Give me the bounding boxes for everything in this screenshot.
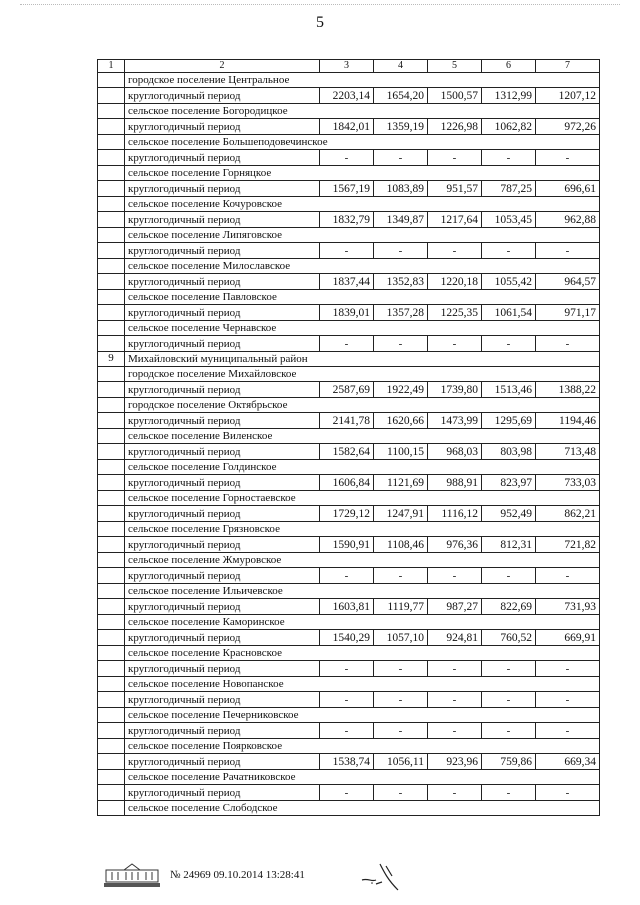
tariff-value-cell: 787,25 bbox=[482, 181, 536, 197]
table-row-settlement bbox=[98, 553, 600, 568]
tariff-value-cell: 976,36 bbox=[428, 537, 482, 553]
table-row-period bbox=[98, 305, 600, 321]
tariff-value-cell: 952,49 bbox=[482, 506, 536, 522]
tariff-value-cell: 1603,81 bbox=[320, 599, 374, 615]
period-label-cell: круглогодичный период bbox=[125, 212, 320, 228]
tariff-value-cell: 1055,42 bbox=[482, 274, 536, 290]
settlement-name-cell: сельское поселение Жмуровское bbox=[125, 553, 600, 568]
row-number-cell bbox=[98, 197, 125, 212]
table-row-settlement bbox=[98, 290, 600, 305]
tariff-value-cell: - bbox=[320, 150, 374, 166]
row-number-cell bbox=[98, 336, 125, 352]
settlement-name-cell: сельское поселение Красновское bbox=[125, 646, 600, 661]
tariff-value-cell: 1100,15 bbox=[374, 444, 428, 460]
column-number-header: 2 bbox=[125, 60, 320, 73]
tariff-value-cell: - bbox=[428, 661, 482, 677]
period-label-cell: круглогодичный период bbox=[125, 150, 320, 166]
settlement-name-cell: сельское поселение Новопанское bbox=[125, 677, 600, 692]
row-number-cell bbox=[98, 382, 125, 398]
row-number-cell bbox=[98, 522, 125, 537]
table-row-period bbox=[98, 537, 600, 553]
registration-stamp-text: № 24969 09.10.2014 13:28:41 bbox=[170, 869, 305, 881]
table-row-settlement bbox=[98, 708, 600, 723]
period-label-cell: круглогодичный период bbox=[125, 305, 320, 321]
tariff-value-cell: - bbox=[374, 568, 428, 584]
tariff-value-cell: 2587,69 bbox=[320, 382, 374, 398]
row-number-cell: 9 bbox=[98, 352, 125, 367]
settlement-name-cell: сельское поселение Слободское bbox=[125, 801, 600, 816]
row-number-cell bbox=[98, 259, 125, 274]
table-row-settlement bbox=[98, 104, 600, 119]
row-number-cell bbox=[98, 181, 125, 197]
settlement-name-cell: сельское поселение Чернавское bbox=[125, 321, 600, 336]
row-number-cell bbox=[98, 568, 125, 584]
tariff-value-cell: - bbox=[320, 785, 374, 801]
table-row-settlement bbox=[98, 646, 600, 661]
tariff-value-cell: 1538,74 bbox=[320, 754, 374, 770]
table-row-period bbox=[98, 661, 600, 677]
tariff-value-cell: 1388,22 bbox=[536, 382, 600, 398]
row-number-cell bbox=[98, 723, 125, 739]
row-number-cell bbox=[98, 506, 125, 522]
settlement-name-cell: сельское поселение Горняцкое bbox=[125, 166, 600, 181]
table-row-period bbox=[98, 413, 600, 429]
settlement-name-cell: сельское поселение Виленское bbox=[125, 429, 600, 444]
tariff-value-cell: 823,97 bbox=[482, 475, 536, 491]
tariff-value-cell: 1357,28 bbox=[374, 305, 428, 321]
tariff-value-cell: 760,52 bbox=[482, 630, 536, 646]
row-number-cell bbox=[98, 475, 125, 491]
table-row-settlement bbox=[98, 429, 600, 444]
tariff-value-cell: 1194,46 bbox=[536, 413, 600, 429]
tariff-value-cell: - bbox=[536, 150, 600, 166]
handwritten-signature bbox=[358, 858, 408, 894]
settlement-name-cell: сельское поселение Рачатниковское bbox=[125, 770, 600, 785]
table-row-period bbox=[98, 444, 600, 460]
table-row-period bbox=[98, 382, 600, 398]
tariff-value-cell: 1842,01 bbox=[320, 119, 374, 135]
row-number-cell bbox=[98, 584, 125, 599]
period-label-cell: круглогодичный период bbox=[125, 723, 320, 739]
tariff-value-cell: 713,48 bbox=[536, 444, 600, 460]
tariff-value-cell: 822,69 bbox=[482, 599, 536, 615]
tariff-value-cell: 1119,77 bbox=[374, 599, 428, 615]
settlement-name-cell: городское поселение Центральное bbox=[125, 73, 600, 88]
tariff-value-cell: 1226,98 bbox=[428, 119, 482, 135]
row-number-cell bbox=[98, 444, 125, 460]
column-number-header: 7 bbox=[536, 60, 600, 73]
tariff-value-cell: - bbox=[482, 723, 536, 739]
row-number-cell bbox=[98, 104, 125, 119]
column-number-header: 1 bbox=[98, 60, 125, 73]
table-row-settlement bbox=[98, 228, 600, 243]
tariff-value-cell: - bbox=[428, 568, 482, 584]
tariff-value-cell: 803,98 bbox=[482, 444, 536, 460]
row-number-cell bbox=[98, 739, 125, 754]
tariff-value-cell: - bbox=[428, 150, 482, 166]
row-number-cell bbox=[98, 398, 125, 413]
row-number-cell bbox=[98, 692, 125, 708]
tariff-value-cell: 1352,83 bbox=[374, 274, 428, 290]
page-number: 5 bbox=[316, 14, 324, 31]
tariff-value-cell: 1116,12 bbox=[428, 506, 482, 522]
tariff-value-cell: - bbox=[482, 692, 536, 708]
tariff-value-cell: - bbox=[428, 243, 482, 259]
row-number-cell bbox=[98, 166, 125, 181]
table-row-period bbox=[98, 599, 600, 615]
tariff-value-cell: - bbox=[536, 336, 600, 352]
period-label-cell: круглогодичный период bbox=[125, 661, 320, 677]
tariff-value-cell: 759,86 bbox=[482, 754, 536, 770]
table-row-settlement bbox=[98, 259, 600, 274]
settlement-name-cell: сельское поселение Горностаевское bbox=[125, 491, 600, 506]
tariff-value-cell: 987,27 bbox=[428, 599, 482, 615]
row-number-cell bbox=[98, 429, 125, 444]
tariff-value-cell: - bbox=[536, 723, 600, 739]
table-row-period bbox=[98, 723, 600, 739]
settlement-name-cell: сельское поселение Павловское bbox=[125, 290, 600, 305]
tariff-value-cell: 1349,87 bbox=[374, 212, 428, 228]
tariff-value-cell: - bbox=[536, 661, 600, 677]
tariff-value-cell: 1217,64 bbox=[428, 212, 482, 228]
table-row-settlement bbox=[98, 398, 600, 413]
tariff-value-cell: 812,31 bbox=[482, 537, 536, 553]
tariff-value-cell: - bbox=[320, 692, 374, 708]
tariff-value-cell: 968,03 bbox=[428, 444, 482, 460]
tariff-value-cell: 1220,18 bbox=[428, 274, 482, 290]
tariff-value-cell: - bbox=[320, 243, 374, 259]
tariff-value-cell: 1606,84 bbox=[320, 475, 374, 491]
tariff-value-cell: 1247,91 bbox=[374, 506, 428, 522]
tariff-value-cell: 1839,01 bbox=[320, 305, 374, 321]
row-number-cell bbox=[98, 708, 125, 723]
table-row-settlement bbox=[98, 770, 600, 785]
period-label-cell: круглогодичный период bbox=[125, 274, 320, 290]
tariff-value-cell: - bbox=[536, 692, 600, 708]
tariff-value-cell: 1567,19 bbox=[320, 181, 374, 197]
table-row-settlement bbox=[98, 677, 600, 692]
tariff-value-cell: 972,26 bbox=[536, 119, 600, 135]
tariff-value-cell: 1061,54 bbox=[482, 305, 536, 321]
tariff-value-cell: 1121,69 bbox=[374, 475, 428, 491]
settlement-name-cell: городское поселение Октябрьское bbox=[125, 398, 600, 413]
tariff-value-cell: - bbox=[374, 661, 428, 677]
tariff-value-cell: - bbox=[320, 568, 374, 584]
tariff-value-cell: 1540,29 bbox=[320, 630, 374, 646]
tariff-value-cell: 731,93 bbox=[536, 599, 600, 615]
tariff-value-cell: - bbox=[482, 785, 536, 801]
table-row-period bbox=[98, 336, 600, 352]
settlement-name-cell: сельское поселение Голдинское bbox=[125, 460, 600, 475]
tariff-value-cell: 988,91 bbox=[428, 475, 482, 491]
tariff-value-cell: 1225,35 bbox=[428, 305, 482, 321]
period-label-cell: круглогодичный период bbox=[125, 243, 320, 259]
tariff-value-cell: - bbox=[536, 243, 600, 259]
row-number-cell bbox=[98, 615, 125, 630]
tariff-value-cell: 733,03 bbox=[536, 475, 600, 491]
table-row-period bbox=[98, 692, 600, 708]
row-number-cell bbox=[98, 119, 125, 135]
row-number-cell bbox=[98, 754, 125, 770]
table-row-period bbox=[98, 150, 600, 166]
tariff-value-cell: 1837,44 bbox=[320, 274, 374, 290]
row-number-cell bbox=[98, 460, 125, 475]
period-label-cell: круглогодичный период bbox=[125, 692, 320, 708]
table-row-settlement bbox=[98, 166, 600, 181]
period-label-cell: круглогодичный период bbox=[125, 537, 320, 553]
tariff-value-cell: 1922,49 bbox=[374, 382, 428, 398]
period-label-cell: круглогодичный период bbox=[125, 630, 320, 646]
table-row-settlement bbox=[98, 491, 600, 506]
tariff-value-cell: 962,88 bbox=[536, 212, 600, 228]
tariff-value-cell: - bbox=[374, 150, 428, 166]
tariff-value-cell: - bbox=[428, 785, 482, 801]
tariff-value-cell: - bbox=[482, 150, 536, 166]
tariff-value-cell: - bbox=[536, 568, 600, 584]
tariff-value-cell: 951,57 bbox=[428, 181, 482, 197]
tariff-value-cell: 1312,99 bbox=[482, 88, 536, 104]
table-row-settlement bbox=[98, 73, 600, 88]
period-label-cell: круглогодичный период bbox=[125, 336, 320, 352]
tariff-value-cell: 1207,12 bbox=[536, 88, 600, 104]
row-number-cell bbox=[98, 321, 125, 336]
row-number-cell bbox=[98, 677, 125, 692]
table-row-period bbox=[98, 119, 600, 135]
row-number-cell bbox=[98, 212, 125, 228]
table-row-period bbox=[98, 243, 600, 259]
table-row-settlement bbox=[98, 615, 600, 630]
row-number-cell bbox=[98, 150, 125, 166]
tariff-value-cell: 1056,11 bbox=[374, 754, 428, 770]
tariff-value-cell: 862,21 bbox=[536, 506, 600, 522]
row-number-cell bbox=[98, 553, 125, 568]
table-row-period bbox=[98, 88, 600, 104]
tariff-value-cell: 669,34 bbox=[536, 754, 600, 770]
tariff-value-cell: 721,82 bbox=[536, 537, 600, 553]
tariff-value-cell: 1654,20 bbox=[374, 88, 428, 104]
period-label-cell: круглогодичный период bbox=[125, 181, 320, 197]
settlement-name-cell: сельское поселение Кочуровское bbox=[125, 197, 600, 212]
tariff-value-cell: - bbox=[536, 785, 600, 801]
table-row-period bbox=[98, 475, 600, 491]
tariff-value-cell: 1083,89 bbox=[374, 181, 428, 197]
settlement-name-cell: городское поселение Михайловское bbox=[125, 367, 600, 382]
row-number-cell bbox=[98, 367, 125, 382]
table-row-period bbox=[98, 212, 600, 228]
table-row-period bbox=[98, 181, 600, 197]
period-label-cell: круглогодичный период bbox=[125, 382, 320, 398]
table-row-settlement bbox=[98, 352, 600, 367]
tariff-value-cell: 1500,57 bbox=[428, 88, 482, 104]
row-number-cell bbox=[98, 88, 125, 104]
settlement-name-cell: сельское поселение Липяговское bbox=[125, 228, 600, 243]
scan-edge-dots bbox=[20, 4, 620, 7]
period-label-cell: круглогодичный период bbox=[125, 475, 320, 491]
column-number-header: 5 bbox=[428, 60, 482, 73]
table-row-period bbox=[98, 754, 600, 770]
tariff-value-cell: 1590,91 bbox=[320, 537, 374, 553]
tariff-value-cell: - bbox=[374, 243, 428, 259]
table-row-period bbox=[98, 785, 600, 801]
settlement-name-cell: сельское поселение Поярковское bbox=[125, 739, 600, 754]
settlement-name-cell: сельское поселение Грязновское bbox=[125, 522, 600, 537]
tariff-value-cell: 1359,19 bbox=[374, 119, 428, 135]
table-row-settlement bbox=[98, 197, 600, 212]
period-label-cell: круглогодичный период bbox=[125, 88, 320, 104]
settlement-name-cell: сельское поселение Богородицкое bbox=[125, 104, 600, 119]
tariff-value-cell: 1062,82 bbox=[482, 119, 536, 135]
settlement-name-cell: сельское поселение Печерниковское bbox=[125, 708, 600, 723]
row-number-cell bbox=[98, 274, 125, 290]
period-label-cell: круглогодичный период bbox=[125, 413, 320, 429]
settlement-name-cell: сельское поселение Большеподовечинское bbox=[125, 135, 600, 150]
period-label-cell: круглогодичный период bbox=[125, 119, 320, 135]
tariff-value-cell: 1473,99 bbox=[428, 413, 482, 429]
row-number-cell bbox=[98, 646, 125, 661]
tariff-value-cell: 964,57 bbox=[536, 274, 600, 290]
tariff-value-cell: 2141,78 bbox=[320, 413, 374, 429]
table-row-period bbox=[98, 274, 600, 290]
tariff-value-cell: - bbox=[374, 785, 428, 801]
row-number-cell bbox=[98, 228, 125, 243]
tariff-value-cell: 2203,14 bbox=[320, 88, 374, 104]
period-label-cell: круглогодичный период bbox=[125, 444, 320, 460]
period-label-cell: круглогодичный период bbox=[125, 754, 320, 770]
table-row-settlement bbox=[98, 460, 600, 475]
tariff-value-cell: - bbox=[320, 661, 374, 677]
table-row-settlement bbox=[98, 367, 600, 382]
tariff-value-cell: 1739,80 bbox=[428, 382, 482, 398]
tariff-table bbox=[97, 59, 600, 816]
row-number-cell bbox=[98, 243, 125, 259]
tariff-value-cell: 1513,46 bbox=[482, 382, 536, 398]
table-row-settlement bbox=[98, 584, 600, 599]
tariff-value-cell: - bbox=[482, 336, 536, 352]
tariff-value-cell: - bbox=[482, 243, 536, 259]
tariff-value-cell: 1582,64 bbox=[320, 444, 374, 460]
table-row-settlement bbox=[98, 135, 600, 150]
row-number-cell bbox=[98, 801, 125, 816]
tariff-value-cell: 924,81 bbox=[428, 630, 482, 646]
row-number-cell bbox=[98, 290, 125, 305]
tariff-value-cell: 923,96 bbox=[428, 754, 482, 770]
settlement-name-cell: Михайловский муниципальный район bbox=[125, 352, 600, 367]
period-label-cell: круглогодичный период bbox=[125, 599, 320, 615]
period-label-cell: круглогодичный период bbox=[125, 785, 320, 801]
tariff-value-cell: - bbox=[320, 723, 374, 739]
table-row-settlement bbox=[98, 321, 600, 336]
row-number-cell bbox=[98, 135, 125, 150]
table-row-period bbox=[98, 630, 600, 646]
row-number-cell bbox=[98, 305, 125, 321]
column-number-header: 3 bbox=[320, 60, 374, 73]
row-number-cell bbox=[98, 537, 125, 553]
tariff-value-cell: 696,61 bbox=[536, 181, 600, 197]
building-logo-icon bbox=[102, 862, 162, 888]
row-number-cell bbox=[98, 785, 125, 801]
row-number-cell bbox=[98, 599, 125, 615]
tariff-value-cell: - bbox=[428, 692, 482, 708]
period-label-cell: круглогодичный период bbox=[125, 568, 320, 584]
tariff-value-cell: 1295,69 bbox=[482, 413, 536, 429]
column-number-header: 6 bbox=[482, 60, 536, 73]
table-row-period bbox=[98, 506, 600, 522]
tariff-value-cell: 1620,66 bbox=[374, 413, 428, 429]
row-number-cell bbox=[98, 413, 125, 429]
tariff-value-cell: 669,91 bbox=[536, 630, 600, 646]
row-number-cell bbox=[98, 73, 125, 88]
row-number-cell bbox=[98, 770, 125, 785]
row-number-cell bbox=[98, 661, 125, 677]
table-row-settlement bbox=[98, 801, 600, 816]
tariff-value-cell: - bbox=[482, 568, 536, 584]
table-header-row bbox=[98, 60, 600, 73]
row-number-cell bbox=[98, 630, 125, 646]
settlement-name-cell: сельское поселение Ильичевское bbox=[125, 584, 600, 599]
tariff-value-cell: 1729,12 bbox=[320, 506, 374, 522]
settlement-name-cell: сельское поселение Каморинское bbox=[125, 615, 600, 630]
tariff-value-cell: 1053,45 bbox=[482, 212, 536, 228]
tariff-value-cell: - bbox=[482, 661, 536, 677]
tariff-value-cell: 1832,79 bbox=[320, 212, 374, 228]
settlement-name-cell: сельское поселение Милославское bbox=[125, 259, 600, 274]
tariff-value-cell: - bbox=[374, 336, 428, 352]
table-row-settlement bbox=[98, 739, 600, 754]
table-row-settlement bbox=[98, 522, 600, 537]
tariff-value-cell: - bbox=[428, 723, 482, 739]
tariff-value-cell: 1057,10 bbox=[374, 630, 428, 646]
row-number-cell bbox=[98, 491, 125, 506]
tariff-value-cell: - bbox=[374, 692, 428, 708]
column-number-header: 4 bbox=[374, 60, 428, 73]
period-label-cell: круглогодичный период bbox=[125, 506, 320, 522]
tariff-value-cell: - bbox=[320, 336, 374, 352]
table-row-period bbox=[98, 568, 600, 584]
tariff-value-cell: 1108,46 bbox=[374, 537, 428, 553]
tariff-value-cell: 971,17 bbox=[536, 305, 600, 321]
tariff-value-cell: - bbox=[374, 723, 428, 739]
tariff-value-cell: - bbox=[428, 336, 482, 352]
